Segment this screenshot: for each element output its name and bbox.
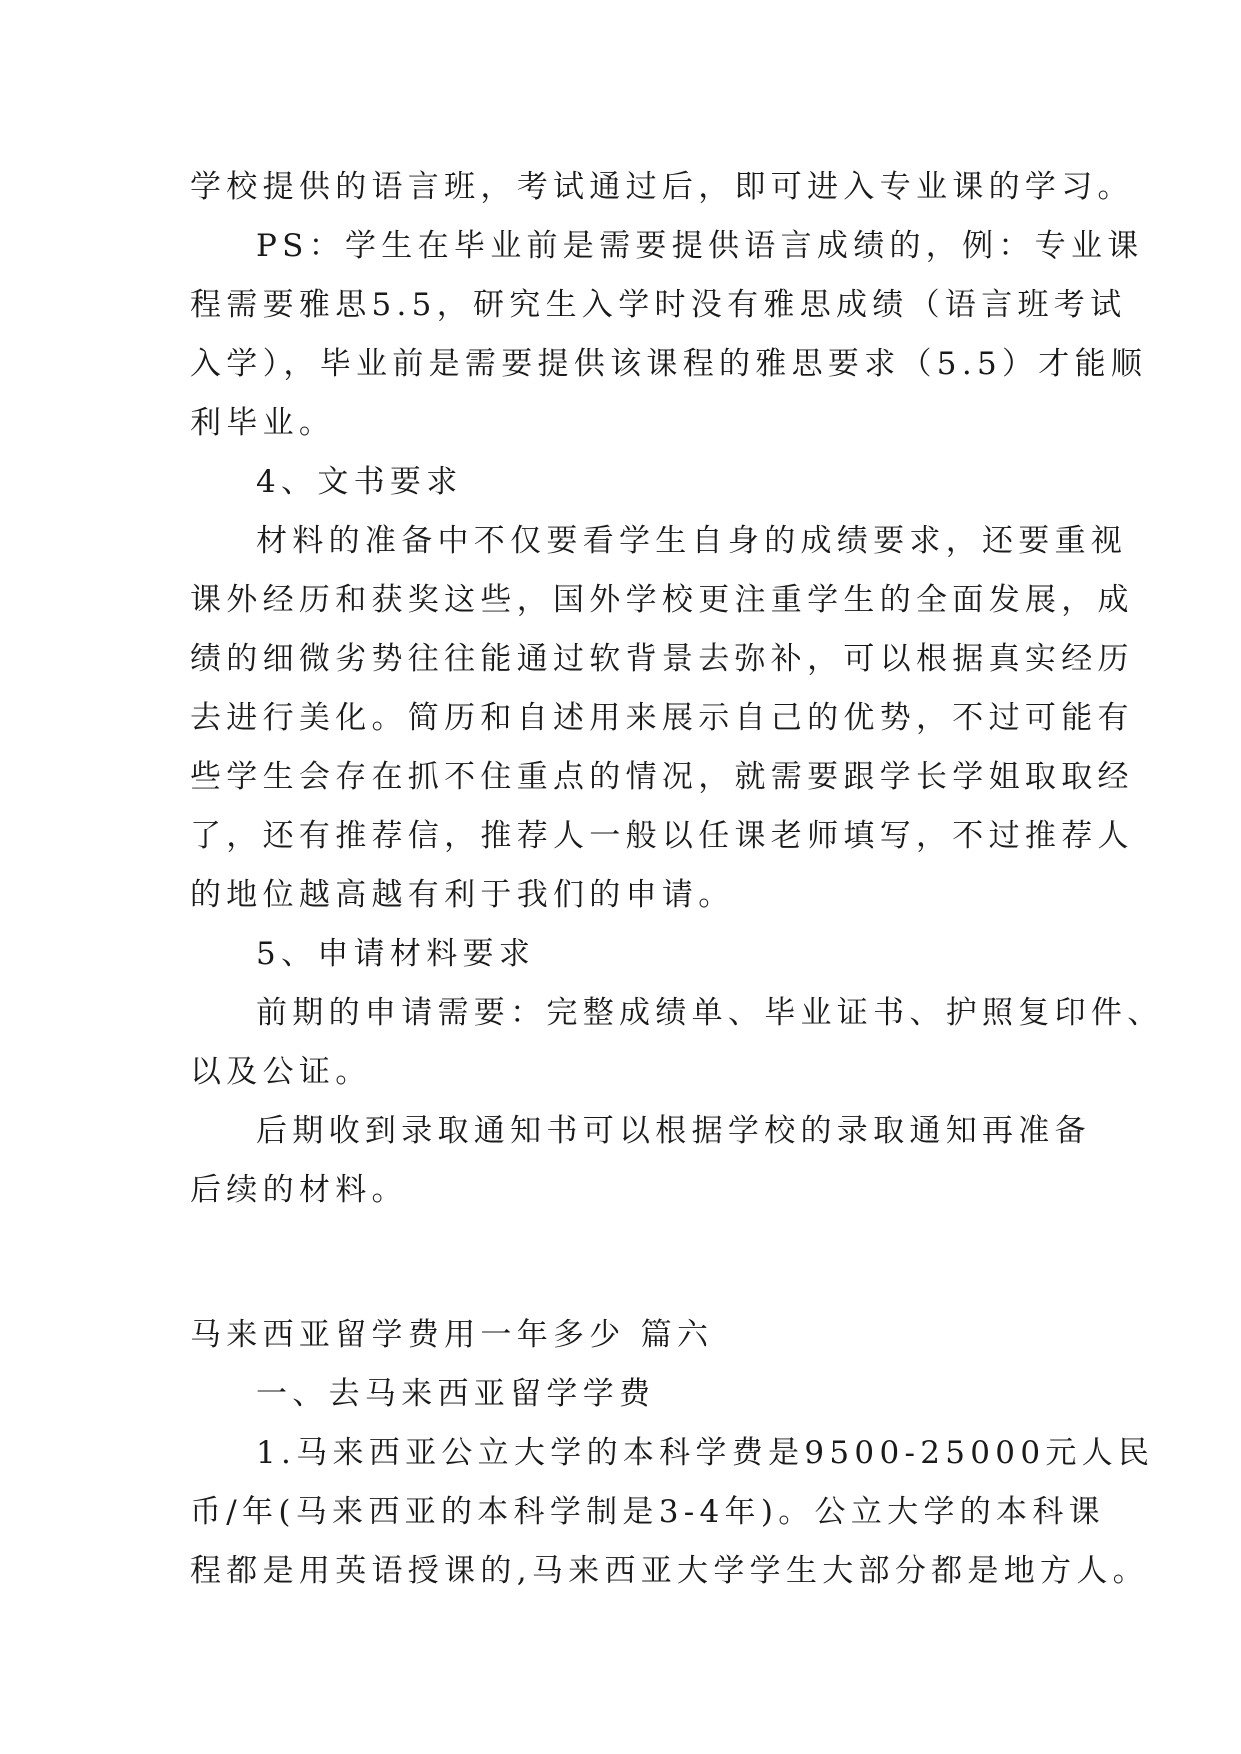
text-line: 课外经历和获奖这些，国外学校更注重学生的全面发展，成 <box>190 582 1134 618</box>
text-line: 学校提供的语言班，考试通过后，即可进入专业课的学习。 <box>190 169 1134 205</box>
text-line: 后期收到录取通知书可以根据学校的录取通知再准备 <box>256 1113 1091 1149</box>
paragraph-gap <box>190 1220 1050 1306</box>
text-line: 1.马来西亚公立大学的本科学费是9500-25000元人民 <box>256 1435 1155 1471</box>
text-line: 些学生会存在抓不住重点的情况，就需要跟学长学姐取取经 <box>190 759 1134 795</box>
article-title: 马来西亚留学费用一年多少 篇六 <box>190 1317 714 1353</box>
text-line: 材料的准备中不仅要看学生自身的成绩要求，还要重视 <box>256 523 1128 559</box>
text-line: 入学），毕业前是需要提供该课程的雅思要求（5.5）才能顺 <box>190 346 1148 382</box>
section-heading: 4、文书要求 <box>256 464 463 500</box>
section-heading: 5、申请材料要求 <box>256 936 536 972</box>
text-line: 绩的细微劣势往往能通过软背景去弥补，可以根据真实经历 <box>190 641 1134 677</box>
document-body <box>190 158 1164 1601</box>
text-line: 以及公证。 <box>190 1054 372 1090</box>
text-line: 的地位越高越有利于我们的申请。 <box>190 877 735 913</box>
text-line: 后续的材料。 <box>190 1172 408 1208</box>
text-line: 前期的申请需要：完整成绩单、毕业证书、护照复印件、 <box>256 995 1164 1031</box>
text-line: 了，还有推荐信，推荐人一般以任课老师填写，不过推荐人 <box>190 818 1134 854</box>
text-line: 程都是用英语授课的,马来西亚大学学生大部分都是地方人。 <box>190 1553 1149 1589</box>
text-line: 币/年(马来西亚的本科学制是3-4年)。公立大学的本科课 <box>190 1494 1105 1530</box>
text-line: PS：学生在毕业前是需要提供语言成绩的，例：专业课 <box>256 228 1144 264</box>
text-line: 程需要雅思5.5，研究生入学时没有雅思成绩（语言班考试 <box>190 287 1127 323</box>
section-heading: 一、去马来西亚留学学费 <box>256 1376 656 1412</box>
text-line: 利毕业。 <box>190 405 336 441</box>
text-line: 去进行美化。简历和自述用来展示自己的优势，不过可能有 <box>190 700 1134 736</box>
